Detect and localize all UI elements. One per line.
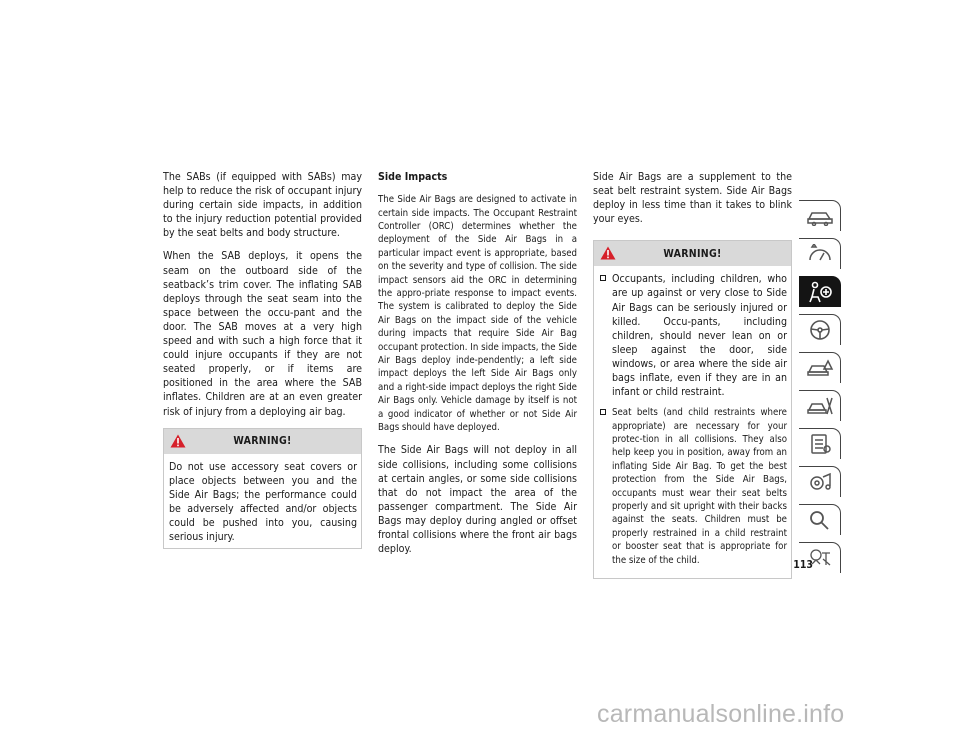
- paragraph: When the SAB deploys, it opens the seam on the outboard side of the seatback’s trim cover. The inflating SAB deploys through the seat seam into the space between the occu-pant and the door. The SAB moves at a very high speed and with such a high force that it could injure occupants if they are not seated properly, or if items are positioned in the area where the SAB inflates. Children are at an even greater risk of injury from a deploying air bag.: [163, 250, 362, 418]
- roadside-emergency-icon: [806, 357, 834, 379]
- column-right: [593, 170, 792, 579]
- page-number: 113: [793, 559, 813, 571]
- bullet-text: Seat belts (and child restraints where appropriate) are necessary for your protec-tion in all collisions. They also help keep you in position, away from an inflating Side Air Bag. To get the best protection from the Side Air Bags, occupants must wear their seat belts properly and sit upright with their backs against the seats. Children must be properly restrained in a child restraint or booster seat that is appropriate for the size of the child.: [612, 407, 787, 566]
- car-info-icon: [806, 206, 834, 226]
- warning-title: WARNING!: [233, 435, 292, 448]
- warning-box: [163, 428, 362, 550]
- warning-box: [593, 240, 792, 579]
- paragraph: The SABs (if equipped with SABs) may help to reduce the risk of occupant injury during certain side impacts, in addition to the injury reduction potential provided by the seat belts and body structure.: [163, 171, 362, 240]
- watermark: carmanualsonline.info: [597, 700, 845, 728]
- tab-index[interactable]: [799, 504, 841, 535]
- warning-header: [594, 241, 791, 266]
- column-left: [163, 170, 362, 549]
- tab-emergency[interactable]: [799, 352, 841, 383]
- tab-safety[interactable]: [799, 276, 841, 307]
- tab-dashboard[interactable]: [799, 238, 841, 269]
- steering-wheel-icon: [806, 319, 834, 341]
- warning-bullet-item: [599, 272, 787, 399]
- tab-maintenance[interactable]: [799, 390, 841, 421]
- multimedia-icon: [806, 471, 834, 493]
- square-bullet-icon: [600, 275, 606, 281]
- column-middle: [378, 170, 577, 565]
- warning-header: [164, 429, 361, 454]
- paragraph: The Side Air Bags will not deploy in all side collisions, including some collisions at certain angles, or some side collisions that do not impact the area of the passenger compartment. The Side Air Bags may deploy during angled or offset frontal collisions where the front air bags deploy.: [378, 444, 577, 556]
- tab-car-info[interactable]: [799, 200, 841, 231]
- warning-text: Do not use accessory seat covers or place objects between you and the Side Air Bags; the performance could be adversely affected and/or objects could be pushed into you, causing serious injury.: [169, 460, 357, 544]
- airbag-safety-icon: [806, 281, 834, 303]
- bullet-text: Occupants, including children, who are up against or very close to Side Air Bags can be seriously injured or killed. Occu-pants, including children, should never lean on or sleep against the door, side windows, or area where the side air bags inflate, even if they are in an infant or child restraint.: [612, 273, 787, 399]
- section-heading: Side Impacts: [378, 171, 448, 183]
- chapter-tabs: [799, 200, 841, 580]
- search-index-icon: [806, 509, 834, 531]
- paragraph: The Side Air Bags are designed to activate in certain side impacts. The Occupant Restraint Controller (ORC) determines whether the deployment of the Side Air Bags in a particular impact event is appropriate, based on the severity and type of collision. The side impact sensors aid the ORC in determining the appro-priate response to impact events. The system is calibrated to deploy the Side Air Bags on the impact side of the vehicle during impacts that require Side Air Bag occupant protection. In side impacts, the Side Air Bags deploy inde-pendently; a left side impact deploys the left Side Air Bags only and a right-side impact deploys the right Side Air Bags only. Vehicle damage by itself is not a good indicator of whether or not Side Air Bags should have deployed.: [378, 194, 577, 433]
- maintenance-tools-icon: [806, 395, 834, 417]
- specifications-list-icon: [806, 433, 834, 455]
- warning-triangle-icon: [600, 246, 616, 260]
- square-bullet-icon: [600, 409, 606, 415]
- tab-driving[interactable]: [799, 314, 841, 345]
- paragraph: Side Air Bags are a supplement to the seat belt restraint system. Side Air Bags deploy in less time than it takes to blink your eyes.: [593, 171, 792, 226]
- tab-multimedia[interactable]: [799, 466, 841, 497]
- warning-body: [594, 266, 791, 578]
- dashboard-warning-icon: [806, 244, 834, 264]
- warning-bullet-list: [599, 272, 787, 567]
- warning-title: WARNING!: [663, 247, 722, 260]
- warning-bullet-item: [599, 406, 787, 567]
- warning-triangle-icon: [170, 434, 186, 448]
- tab-specifications[interactable]: [799, 428, 841, 459]
